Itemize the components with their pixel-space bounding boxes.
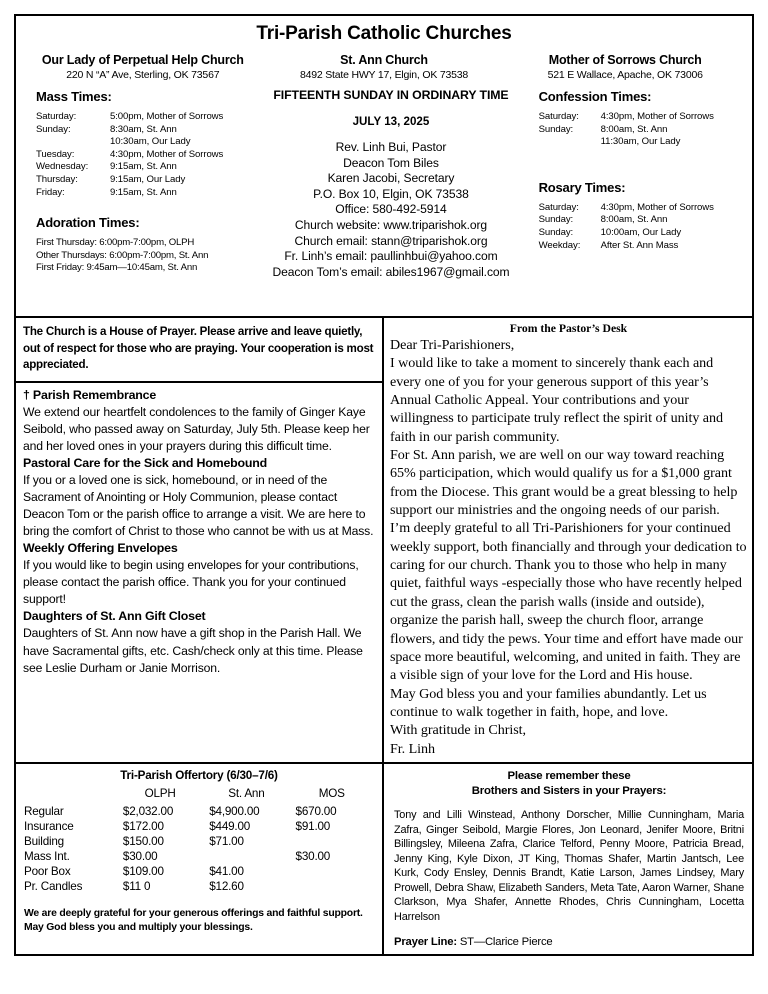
offertory-amount-olph: $172.00 <box>122 819 164 833</box>
mass-time-row <box>36 187 257 200</box>
mass-time-row <box>36 136 257 149</box>
mass-times-table <box>36 111 257 199</box>
rosary-times-title: Rosary Times: <box>538 179 626 195</box>
mass-day: Wednesday: <box>36 161 89 173</box>
offertory-amount-olph: $2,032.00 <box>122 804 174 818</box>
offertory-row-label: Pr. Candles <box>24 879 83 893</box>
offertory-column <box>16 764 384 954</box>
prayer-list-column <box>384 764 752 954</box>
offertory-col-mos: MOS <box>318 786 345 800</box>
rosary-row <box>539 240 746 253</box>
confession-times-title: Confession Times: <box>538 89 652 104</box>
mass-time: 5:00pm, Mother of Sorrows <box>110 111 224 122</box>
contact-line: Office: 580-492-5914 <box>335 202 447 217</box>
parish-contact-block <box>257 140 524 280</box>
rosary-row <box>539 202 746 215</box>
announcements-list <box>16 383 382 683</box>
offertory-amount-mos: $91.00 <box>295 819 331 833</box>
offertory-amount-stann <box>203 849 289 864</box>
bulletin-border <box>14 14 754 956</box>
offertory-amount-stann: $4,900.00 <box>209 804 260 818</box>
confession-row <box>539 111 746 124</box>
header-section <box>16 16 752 318</box>
pastor-paragraph: I’m deeply grateful to all Tri-Parishioners for your continued weekly support, both financially and through your dedication to caring for our church. Thank you to those who help in many quiet, faithful ways -especially those who have recently helped cut the grass, clean the parish walls (inside and outside), organize the parish hall, sweep the church floor, arrange flowers, and tidy the pews. Your time and effort have made our space more beautiful, welcoming, and united in faith. They are a visible sign of your love for the Lord and His house. <box>390 520 747 684</box>
church-name: St. Ann Church <box>340 53 428 67</box>
adoration-line: Other Thursdays: 6:00pm-7:00pm, St. Ann <box>36 249 209 261</box>
table-row <box>24 804 374 819</box>
confession-row <box>539 136 746 149</box>
mass-day <box>36 136 110 149</box>
table-row <box>24 834 374 849</box>
offertory-amount-stann: $12.60 <box>209 879 244 893</box>
rosary-times-table <box>539 202 746 252</box>
schedule-left-column <box>22 87 257 274</box>
rosary-day: Sunday: <box>538 214 574 226</box>
announcements-column <box>16 318 384 762</box>
schedule-right-column <box>525 87 746 252</box>
pastor-letter-column <box>384 318 752 762</box>
mass-time: 8:30am, St. Ann <box>110 123 177 135</box>
church-olph <box>24 53 262 81</box>
prayer-list-title-line1: Please remember these <box>507 769 631 782</box>
offertory-amount-olph: $109.00 <box>122 864 164 878</box>
deacon-email-link[interactable]: Deacon Tom’s email: abiles1967@gmail.com <box>272 264 510 279</box>
rosary-row <box>539 227 746 240</box>
church-st-ann <box>265 53 503 81</box>
rosary-day: Weekday: <box>538 239 581 251</box>
church-email-link[interactable]: Church email: stann@triparishok.org <box>294 233 488 248</box>
offertory-footer-note: We are deeply grateful for your generous offerings and faithful support. May God bless you and multiply your blessings. <box>24 907 363 933</box>
mass-day: Tuesday: <box>36 148 75 160</box>
mass-time-row <box>36 149 257 162</box>
offertory-row-label: Mass Int. <box>24 849 70 863</box>
offertory-row-label: Insurance <box>24 819 74 833</box>
church-name: Our Lady of Perpetual Help Church <box>41 53 244 67</box>
offertory-amount-mos: $30.00 <box>295 849 331 863</box>
announcement-body: If you or a loved one is sick, homebound, or in need of the Sacrament of Anointing or Holy Communion, please contact Deacon Tom or the parish office to arrange a visit. We are here to bring the comfort of Christ to those who cannot be with us at Mass. <box>23 472 374 539</box>
header-columns <box>22 87 746 280</box>
adoration-line: First Thursday: 6:00pm-7:00pm, OLPH <box>36 237 195 249</box>
bulletin-date: JULY 13, 2025 <box>352 115 430 128</box>
offertory-col-olph: OLPH <box>144 786 176 800</box>
offertory-amount-mos <box>290 864 374 879</box>
church-list <box>24 53 744 81</box>
mass-day: Thursday: <box>36 173 78 185</box>
mass-time: 10:30am, Our Lady <box>110 136 191 148</box>
pastor-desk-heading: From the Pastor’s Desk <box>509 322 628 335</box>
rosary-time: 8:00am, St. Ann <box>600 214 668 226</box>
liturgical-occasion: FIFTEENTH SUNDAY IN ORDINARY TIME <box>273 88 509 102</box>
announcement-body: Daughters of St. Ann now have a gift shop in the Parish Hall. We have Sacramental gifts, etc. Cash/check only at this time. Please see Leslie Durham or Janie Morrison. <box>23 626 363 675</box>
bottom-section <box>16 764 752 954</box>
adoration-times-title: Adoration Times: <box>36 215 140 231</box>
offertory-header-row <box>24 786 374 804</box>
rosary-day: Sunday: <box>538 226 574 238</box>
rosary-day: Saturday: <box>538 201 579 213</box>
mass-time-row <box>36 161 257 174</box>
prayer-line-value: ST—Clarice Pierce <box>456 935 553 948</box>
mass-times-title: Mass Times: <box>36 89 112 104</box>
header-center-column <box>257 87 524 280</box>
offertory-row-label: Building <box>24 834 64 848</box>
mass-time: 9:15am, St. Ann <box>110 186 177 198</box>
pastor-paragraph: Dear Tri-Parishioners, <box>390 337 515 353</box>
prayer-list-title-line2: Brothers and Sisters in your Prayers: <box>471 784 667 797</box>
announcement-body: If you would like to begin using envelopes for your contributions, please contact the parish office. Thank you for your continued support! <box>23 558 359 607</box>
offertory-amount-olph: $30.00 <box>122 849 158 863</box>
pastor-paragraph: For St. Ann parish, we are well on our way toward reaching 65% participation, which would qualify us for a $1,000 grant from the Diocese. This grant would be a great blessing to help support our ministries and the ongoing needs of our parish. <box>390 447 738 519</box>
offertory-table <box>24 786 374 894</box>
announcement-heading: Pastoral Care for the Sick and Homebound <box>23 455 267 470</box>
pastor-letter-body <box>390 336 747 758</box>
offertory-col-stann: St. Ann <box>228 786 265 800</box>
adoration-times-list <box>36 237 257 274</box>
announcement-body: We extend our heartfelt condolences to the family of Ginger Kaye Seibold, who passed away on Saturday, July 5th. Please keep her and her loved ones in your prayers during this difficult time. <box>23 404 370 453</box>
table-row <box>24 819 374 834</box>
mass-time: 4:30pm, Mother of Sorrows <box>110 148 224 160</box>
church-mother-of-sorrows <box>506 53 744 81</box>
offertory-col-label <box>24 786 117 804</box>
church-name: Mother of Sorrows Church <box>548 53 702 67</box>
table-row <box>24 849 374 864</box>
rosary-row <box>539 214 746 227</box>
offertory-amount-mos: $670.00 <box>295 804 337 818</box>
confession-row <box>539 124 746 137</box>
table-row <box>24 864 374 879</box>
offertory-amount-stann: $41.00 <box>209 864 244 878</box>
offertory-amount-olph: $11 0 <box>122 879 151 893</box>
offertory-row-label: Poor Box <box>24 864 71 878</box>
contact-line: Rev. Linh Bui, Pastor <box>335 140 447 154</box>
page-title: Tri-Parish Catholic Churches <box>256 23 512 44</box>
pastor-signoff: With gratitude in Christ, <box>390 722 526 739</box>
mass-time-row <box>36 124 257 137</box>
prayer-line-entry <box>394 936 744 948</box>
mass-time-row <box>36 174 257 187</box>
pastor-email-link[interactable]: Fr. Linh’s email: paullinhbui@yahoo.com <box>284 249 498 264</box>
offertory-title: Tri-Parish Offertory (6/30–7/6) <box>120 768 278 782</box>
confession-time: 4:30pm, Mother of Sorrows <box>600 111 714 122</box>
church-address: 220 N “A” Ave, Sterling, OK 73567 <box>66 69 220 81</box>
offertory-amount-stann: $71.00 <box>209 834 244 848</box>
mass-day: Saturday: <box>36 111 77 122</box>
adoration-line: First Friday: 9:45am—10:45am, St. Ann <box>36 261 198 273</box>
offertory-amount-mos <box>290 879 374 894</box>
middle-section <box>16 318 752 764</box>
mass-day: Friday: <box>36 186 65 198</box>
prayer-line-label: Prayer Line: <box>394 935 457 948</box>
confession-day: Saturday: <box>538 111 579 122</box>
house-of-prayer-notice: The Church is a House of Prayer. Please arrive and leave quietly, out of respect for those who are praying. Your cooperation is most appreciated. <box>16 318 382 383</box>
confession-time: 11:30am, Our Lady <box>600 136 681 148</box>
mass-time: 9:15am, Our Lady <box>110 173 186 185</box>
mass-day: Sunday: <box>36 123 71 135</box>
prayer-list-title <box>394 769 744 799</box>
table-row <box>24 879 374 894</box>
confession-times-table <box>539 111 746 149</box>
announcement-heading: Weekly Offering Envelopes <box>23 541 178 556</box>
announcement-heading: † Parish Remembrance <box>23 387 157 402</box>
church-website-link[interactable]: Church website: www.triparishok.org <box>294 217 488 232</box>
mass-time-row <box>36 111 257 124</box>
pastor-signature: Fr. Linh <box>390 740 436 757</box>
offertory-amount-olph: $150.00 <box>122 834 164 848</box>
rosary-time: 4:30pm, Mother of Sorrows <box>600 201 714 213</box>
church-address: 521 E Wallace, Apache, OK 73006 <box>547 69 703 81</box>
offertory-row-label: Regular <box>24 804 64 818</box>
announcement-heading: Daughters of St. Ann Gift Closet <box>23 609 206 624</box>
contact-line: P.O. Box 10, Elgin, OK 73538 <box>313 186 469 201</box>
rosary-time: 10:00am, Our Lady <box>600 226 682 238</box>
confession-day: Sunday: <box>538 123 574 135</box>
confession-time: 8:00am, St. Ann <box>600 123 668 135</box>
prayer-list-names: Tony and Lilli Winstead, Anthony Dorscher, Millie Cunningham, Maria Zafra, Ginger Seibold, Margie Flores, Jon Leonard, Jenifer Moore, Britni Billingsley, Mileena Zafra, Clarice Telford, Penny Moore, Patricia Bread, Jenny King, Kyle Dixon, JT King, Thomas Shafer, Martin Jantsch, Lee Kurk, Cody Ensley, Dennis Brandt, Katie Larson, James Lindsey, Mary Prowell, Debra Shaw, Elizabeth Sanders, Meta Tate, Aaron Warner, Shane Clarkson, Mya Shafer, Annette Rhodes, Chris Cunningham, Locetta Harrelson <box>394 808 744 924</box>
contact-line: Deacon Tom Biles <box>343 155 439 170</box>
offertory-amount-mos <box>290 834 374 849</box>
pastor-paragraph: May God bless you and your families abundantly. Let us continue to walk together in faith, hope, and love. <box>390 685 707 720</box>
contact-line: Karen Jacobi, Secretary <box>327 171 455 186</box>
confession-day <box>539 136 601 149</box>
church-address: 8492 State HWY 17, Elgin, OK 73538 <box>299 69 469 81</box>
mass-time: 9:15am, St. Ann <box>110 161 177 173</box>
pastor-paragraph: I would like to take a moment to sincerely thank each and every one of you for your generous support of this year’s Annual Catholic Appeal. Your contributions and your willingness to participate truly reflect the spirit of unity and faith in our parish community. <box>390 355 724 445</box>
rosary-time: After St. Ann Mass <box>600 239 679 251</box>
offertory-amount-stann: $449.00 <box>209 819 251 833</box>
